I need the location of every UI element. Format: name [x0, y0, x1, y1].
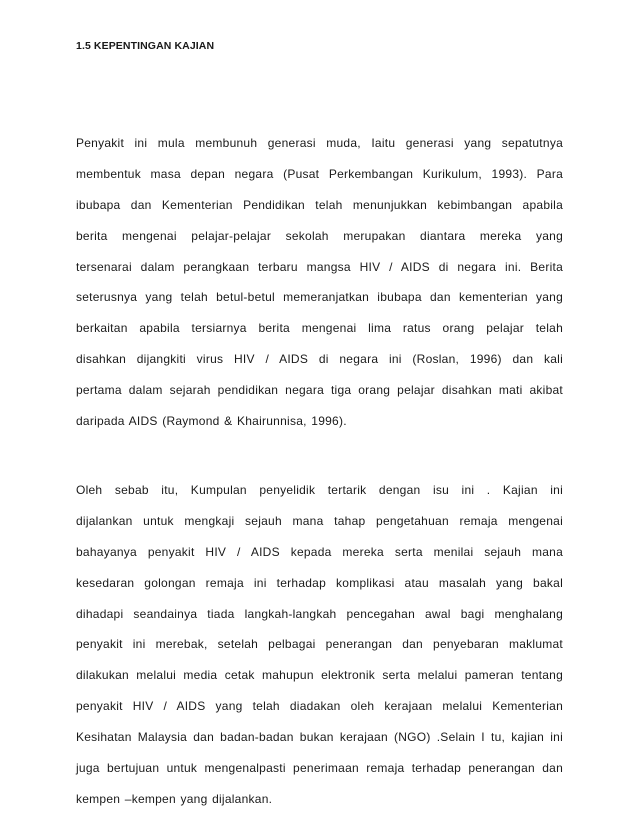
text-line: dihadapi seandainya tiada langkah-langkah pencegahan awal bagi menghalang: [76, 606, 563, 621]
text-line: kempen –kempen yang dijalankan.: [76, 791, 273, 806]
paragraph-2: [76, 482, 563, 822]
text-line: dilakukan melalui media cetak mahupun elektronik serta melalui pameran tentang: [76, 668, 563, 683]
text-line: dijalankan untuk mengkaji sejauh mana tahap pengetahuan remaja mengenai: [76, 513, 563, 528]
text-line: tersenarai dalam perangkaan terbaru mangsa HIV / AIDS di negara ini. Berita: [76, 259, 563, 274]
text-line: membentuk masa depan negara (Pusat Perkembangan Kurikulum, 1993). Para: [76, 166, 563, 181]
text-line: juga bertujuan untuk mengenalpasti penerimaan remaja terhadap penerangan dan: [76, 761, 563, 776]
text-line: Penyakit ini mula membunuh generasi muda, Iaitu generasi yang sepatutnya: [76, 136, 563, 150]
text-line: pertama dalam sejarah pendidikan negara tiga orang pelajar disahkan mati akibat: [76, 383, 563, 398]
text-line: penyakit HIV / AIDS yang telah diadakan oleh kerajaan melalui Kementerian: [76, 699, 563, 714]
text-line: Oleh sebab itu, Kumpulan penyelidik tertarik dengan isu ini . Kajian ini: [76, 483, 563, 497]
text-line: bahayanya penyakit HIV / AIDS kepada mereka serta menilai sejauh mana: [76, 544, 563, 559]
text-line: ibubapa dan Kementerian Pendidikan telah menunjukkan kebimbangan apabila: [76, 197, 563, 212]
text-line: daripada AIDS (Raymond & Khairunnisa, 1996).: [76, 414, 347, 429]
text-line: penyakit ini merebak, setelah pelbagai penerangan dan penyebaran maklumat: [76, 637, 563, 652]
text-line: kesedaran golongan remaja ini terhadap komplikasi atau masalah yang bakal: [76, 575, 563, 590]
text-line: berkaitan apabila tersiarnya berita mengenai lima ratus orang pelajar telah: [76, 321, 563, 336]
text-line: Kesihatan Malaysia dan badan-badan bukan kerajaan (NGO) .Selain I tu, kajian ini: [76, 730, 563, 745]
text-line: berita mengenai pelajar-pelajar sekolah merupakan diantara mereka yang: [76, 228, 563, 243]
section-heading: 1.5 KEPENTINGAN KAJIAN: [76, 40, 215, 52]
text-line: disahkan dijangkiti virus HIV / AIDS di negara ini (Roslan, 1996) dan kali: [76, 352, 563, 367]
paragraph-1: [76, 135, 563, 444]
text-line: seterusnya yang telah betul-betul memeranjatkan ibubapa dan kementerian yang: [76, 290, 563, 305]
